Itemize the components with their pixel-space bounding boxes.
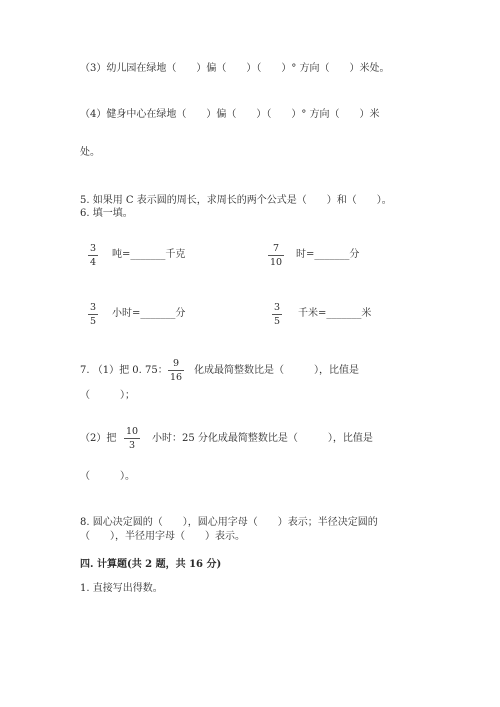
- fraction: [268, 243, 284, 268]
- numerator: 10: [126, 426, 139, 437]
- fill-text: 时=_______分: [296, 249, 360, 260]
- numerator: 9: [173, 358, 180, 369]
- q7a-suffix: 化成最简整数比是（ ），比值是: [194, 365, 359, 376]
- denominator: 4: [90, 257, 97, 268]
- fill-text: 吨=_______千克: [112, 249, 186, 260]
- numerator: 7: [273, 243, 280, 254]
- question-8-line1: 8. 圆心决定圆的（ ），圆心用字母（ ）表示；半径决定圆的: [80, 517, 378, 528]
- calc-question-1: 1. 直接写出得数。: [80, 583, 163, 594]
- section-heading: 四. 计算题(共 2 题，共 16 分): [80, 559, 222, 570]
- fraction: [88, 302, 98, 327]
- fraction: [272, 302, 282, 327]
- q7b-line2: （ ）。: [80, 471, 135, 482]
- fraction: [124, 426, 140, 451]
- denominator: 3: [129, 440, 136, 451]
- question-4-line1: （4）健身中心在绿地（ ）偏（ ）（ ）° 方向（ ）米: [80, 109, 380, 120]
- fill-text: 小时=_______分: [112, 308, 186, 319]
- fraction: [168, 358, 184, 383]
- q7a-prefix: 7. （1）把 0. 75：: [80, 365, 168, 376]
- denominator: 5: [90, 316, 97, 327]
- q7b-suffix: 小时：25 分化成最简整数比是（ ），比值是: [152, 433, 373, 444]
- question-3: （3）幼儿园在绿地（ ）偏（ ）（ ）° 方向（ ）米处。: [80, 63, 390, 74]
- question-4-line2: 处。: [80, 147, 100, 158]
- numerator: 3: [90, 302, 97, 313]
- question-5: 5. 如果用 C 表示圆的周长，求周长的两个公式是（ ）和（ ）。: [80, 195, 392, 206]
- question-6: 6. 填一填。: [80, 208, 133, 219]
- question-8-line2: （ ），半径用字母（ ）表示。: [80, 531, 245, 542]
- denominator: 16: [170, 372, 183, 383]
- denominator: 10: [270, 257, 283, 268]
- q7b-prefix: （2）把: [80, 433, 117, 444]
- numerator: 3: [274, 302, 281, 313]
- q7a-line2: （ ）；: [80, 390, 135, 401]
- fill-text: 千米=_______米: [298, 308, 372, 319]
- numerator: 3: [90, 243, 97, 254]
- denominator: 5: [274, 316, 281, 327]
- fraction: [88, 243, 98, 268]
